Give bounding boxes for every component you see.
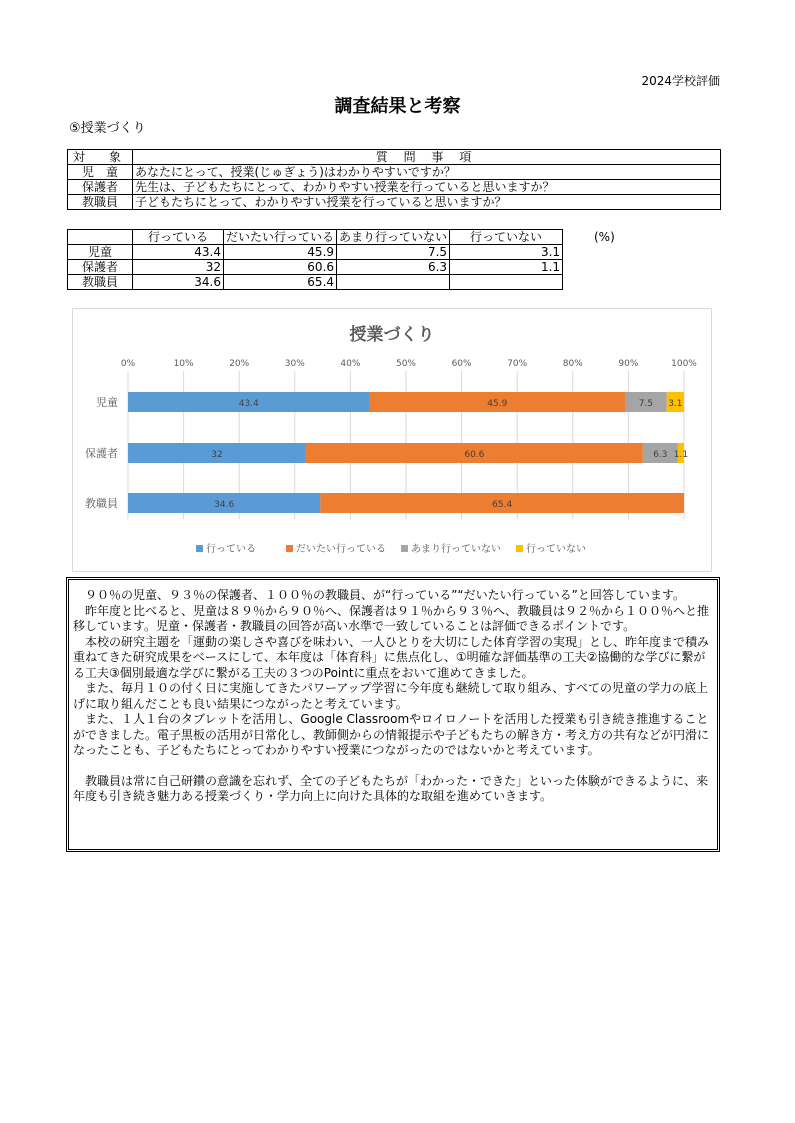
- table-row: [68, 275, 563, 290]
- comment-paragraph: また、１人１台のタブレットを活用し、Google Classroomやロイロノートを活用した授業も引き続き推進することができました。電子黒板の活用が日常化し、教師側からの情報提示や子どもたちの解き方・考え方の共有などが円滑になったことも、子どもたちにとってわかりやすい授業につながったのではないかと考えています。: [73, 712, 710, 757]
- x-tick-label: 0%: [120, 359, 136, 369]
- comment-paragraph: また、毎月１０の付く日に実施してきたパワーアップ学習に今年度も継続して取り組み、すべての児童の学力の底上げに取り組んだことも良い結果につながったと考えています。: [73, 681, 709, 711]
- data-label: 32: [211, 450, 223, 460]
- legend-label: だいたい行っている: [296, 544, 386, 555]
- value-cell: [337, 275, 450, 290]
- legend-label: 行っていない: [526, 544, 586, 555]
- comment-box: [66, 577, 720, 852]
- data-label: 60.6: [464, 450, 485, 460]
- value-cell: 1.1: [450, 260, 563, 275]
- table-row: [68, 180, 721, 195]
- table-row: [68, 245, 563, 260]
- category-label: 教職員: [85, 497, 118, 510]
- data-label: 3.1: [668, 399, 683, 409]
- x-tick-label: 80%: [562, 359, 583, 369]
- legend-label: 行っている: [206, 544, 256, 555]
- comment-paragraph: 昨年度と比べると、児童は８９％から９０％へ、保護者は９１％から９３％へ、教職員は９２％から１００％へと推移しています。児童・保護者・教職員の回答が高い水準で一致していることは評価できるポイントです。: [73, 603, 710, 633]
- question-table: [67, 149, 721, 210]
- table-row: [68, 195, 721, 210]
- value-cell: 45.9: [224, 245, 337, 260]
- x-tick-label: 70%: [507, 359, 528, 369]
- legend-label: あまり行っていない: [411, 544, 501, 555]
- question-cell: 子どもたちにとって、わかりやすい授業を行っていると思いますか？: [133, 195, 721, 210]
- value-cell: 43.4: [133, 245, 224, 260]
- header-col-2: だいたい行っている: [224, 230, 337, 245]
- x-tick-label: 30%: [284, 359, 305, 369]
- target-cell: 教職員: [68, 195, 133, 210]
- header-question: 質 問 事 項: [133, 150, 721, 165]
- x-tick-label: 50%: [395, 359, 417, 369]
- x-tick-label: 90%: [618, 359, 639, 369]
- header-col-3: あまり行っていない: [337, 230, 450, 245]
- target-cell: 保護者: [68, 180, 133, 195]
- legend-swatch: [401, 545, 408, 552]
- question-table-header: [68, 150, 721, 165]
- value-cell: 65.4: [224, 275, 337, 290]
- section-heading: ⑤授業づくり: [69, 121, 146, 136]
- chart-container: [72, 308, 712, 572]
- data-label: 7.5: [638, 399, 654, 409]
- legend-swatch: [286, 545, 293, 552]
- legend-swatch: [196, 545, 203, 552]
- category-label: 児童: [96, 396, 118, 409]
- data-label: 45.9: [487, 399, 508, 409]
- data-label: 6.3: [653, 450, 668, 460]
- comment-paragraph: 本校の研究主題を「運動の楽しさや喜びを味わい、一人ひとりを大切にした体育学習の実現」とし、昨年度まで積み重ねてきた研究成果をベースにして、本年度は「体育科」に焦点化し、①明確な評価基準の工夫②協働的な学びに繋がる工夫③個別最適な学びに繋がる工夫の３つのPointに重点をおいて進めてきました。: [73, 634, 710, 680]
- value-cell: 7.5: [337, 245, 450, 260]
- row-label: 児童: [68, 245, 133, 260]
- result-table: [67, 229, 563, 290]
- x-tick-label: 60%: [451, 359, 472, 369]
- comment-paragraph: ９０％の児童、９３％の保護者、１００％の教職員、が“行っている”“だいたい行っている”と回答しています。: [73, 588, 685, 602]
- corner-cell: [68, 230, 133, 245]
- x-tick-label: 10%: [173, 359, 194, 369]
- page-title: 調査結果と考察: [334, 96, 461, 117]
- stacked-bar-chart: [73, 309, 711, 571]
- data-label: 34.6: [214, 500, 235, 510]
- table-row: [68, 165, 721, 180]
- result-table-header: [68, 230, 563, 245]
- question-cell: 先生は、子どもたちにとって、わかりやすい授業を行っていると思いますか？: [133, 180, 721, 195]
- comment-paragraph: 教職員は常に自己研鑽の意識を忘れず、全ての子どもたちが「わかった・できた」といった体験ができるように、来年度も引き続き魅力ある授業づくり・学力向上に向けた具体的な取組を進めていきます。: [73, 773, 709, 803]
- unit-label: (%): [594, 230, 615, 244]
- value-cell: 34.6: [133, 275, 224, 290]
- x-tick-label: 20%: [229, 359, 250, 369]
- data-label: 1.1: [673, 450, 689, 460]
- target-cell: 児 童: [68, 165, 133, 180]
- value-cell: [450, 275, 563, 290]
- header-col-4: 行っていない: [450, 230, 563, 245]
- category-label: 保護者: [85, 447, 118, 460]
- chart-title: 授業づくり: [349, 325, 435, 345]
- header-col-1: 行っている: [133, 230, 224, 245]
- value-cell: 60.6: [224, 260, 337, 275]
- header-target: 対 象: [68, 150, 133, 165]
- year-label: 2024学校評価: [641, 74, 720, 88]
- row-label: 教職員: [68, 275, 133, 290]
- value-cell: 32: [133, 260, 224, 275]
- paragraph-gap: [73, 759, 713, 774]
- value-cell: 3.1: [450, 245, 563, 260]
- question-cell: あなたにとって、授業(じゅぎょう)はわかりやすいですか？: [133, 165, 721, 180]
- x-tick-label: 100%: [671, 359, 697, 369]
- data-label: 65.4: [492, 500, 513, 510]
- data-label: 43.4: [238, 399, 259, 409]
- value-cell: 6.3: [337, 260, 450, 275]
- row-label: 保護者: [68, 260, 133, 275]
- x-tick-label: 40%: [340, 359, 361, 369]
- legend-swatch: [516, 545, 523, 552]
- table-row: [68, 260, 563, 275]
